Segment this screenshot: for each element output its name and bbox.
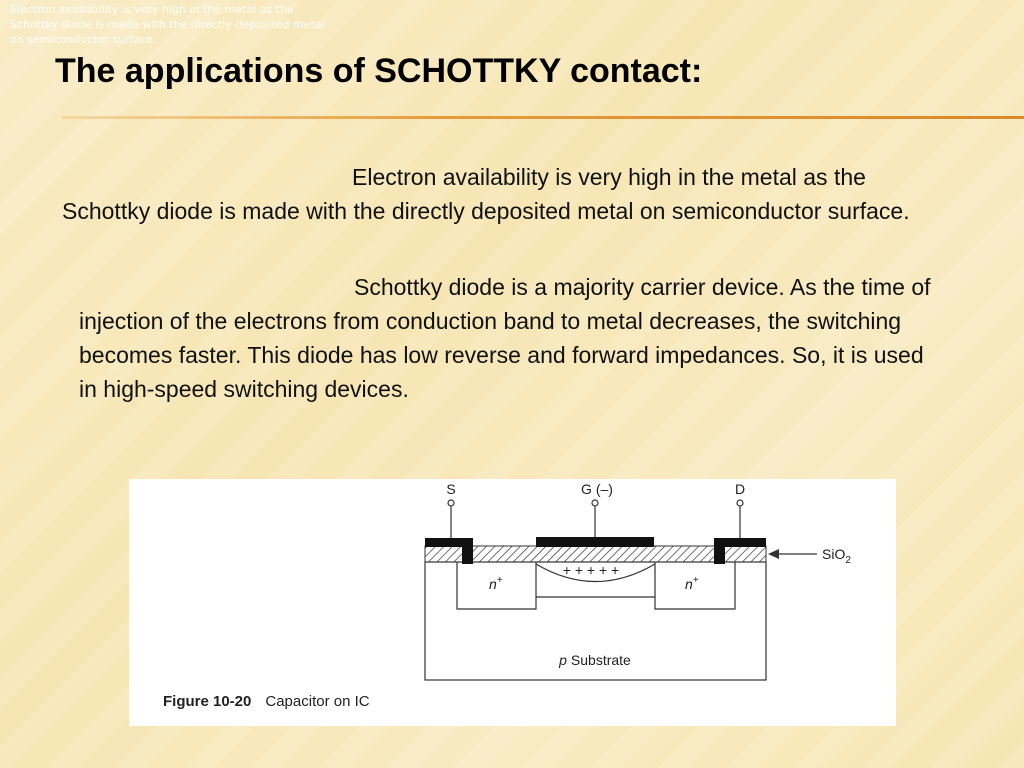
- paragraph-electron-availability: Electron availability is very high in the metal as the Schottky diode is made with the directly deposited metal on semiconductor surface.: [62, 164, 910, 224]
- drain-metal-plug: [714, 538, 725, 564]
- oxide-label: [822, 546, 851, 566]
- paragraph-majority-carrier: Schottky diode is a majority carrier device. As the time of injection of the electrons from conduction band to metal decreases, the switching becomes faster. This diode has low reverse and forward impedances. So, it is used in high-speed switching devices.: [79, 274, 931, 402]
- oxide-label-subscript: 2: [845, 555, 851, 566]
- n-right-letter: n: [685, 576, 693, 592]
- oxide-arrow-head: [768, 549, 779, 559]
- drain-label: D: [734, 481, 746, 497]
- capacitor-diagram: [129, 479, 896, 726]
- substrate-word: Substrate: [570, 652, 631, 668]
- figure-number: Figure 10-20: [163, 693, 252, 710]
- n-right-superscript: +: [692, 575, 699, 586]
- charge-symbols: + + + + +: [562, 562, 620, 578]
- figure-caption: [163, 693, 370, 710]
- substrate-italic: p: [559, 652, 567, 668]
- drain-terminal: [737, 500, 743, 506]
- source-label: S: [446, 481, 456, 497]
- slide-title: The applications of SCHOTTKY contact:: [55, 52, 703, 90]
- gate-terminal: [592, 500, 598, 506]
- gate-metal: [536, 537, 654, 547]
- n-left-superscript: +: [496, 575, 503, 586]
- title-underline: [62, 116, 1024, 119]
- capacitor-figure: [129, 479, 896, 726]
- gate-label: G (–): [581, 481, 613, 497]
- oxide-label-main: SiO: [822, 546, 846, 562]
- ghost-text: Electron availability is very high in the metal as the Schottky diode is made with the directly deposited metal on semiconductor surface.: [10, 3, 325, 46]
- source-metal-plug: [462, 538, 473, 564]
- source-terminal: [448, 500, 454, 506]
- substrate-label: [558, 652, 631, 668]
- n-plus-label-right: [685, 575, 699, 592]
- n-left-letter: n: [489, 576, 497, 592]
- figure-caption-text: Capacitor on IC: [265, 693, 370, 710]
- n-plus-label-left: [489, 575, 503, 592]
